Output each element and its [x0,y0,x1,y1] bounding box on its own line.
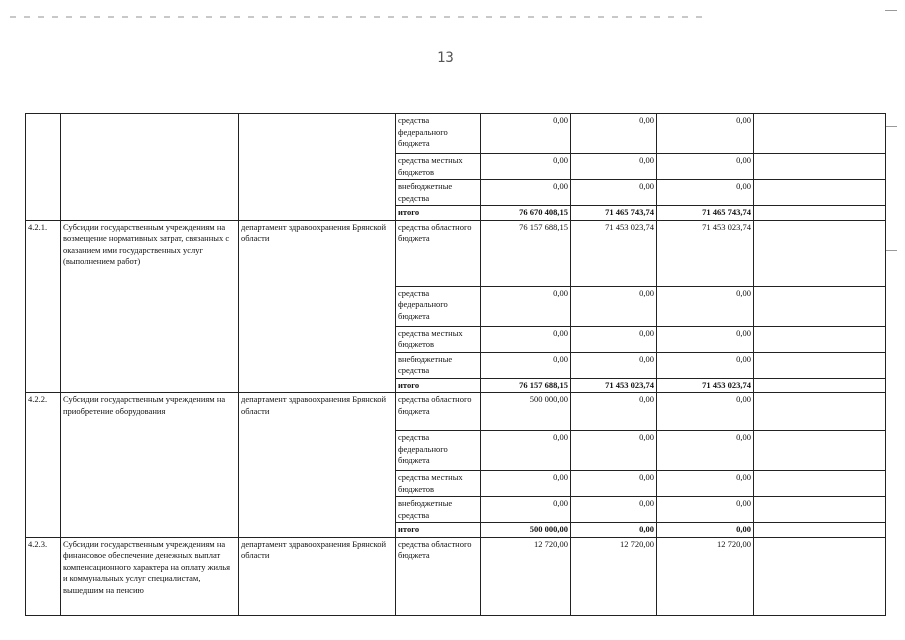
total-cell: 76 157 688,15 [481,378,571,393]
source-cell: средства местных бюджетов [396,471,481,497]
value-cell: 0,00 [481,180,571,206]
source-cell: внебюджетные средства [396,180,481,206]
source-cell: средства областного бюджета [396,393,481,431]
value-cell: 76 157 688,15 [481,220,571,286]
table-row [26,114,886,154]
source-cell: средства федерального бюджета [396,114,481,154]
value-cell: 500 000,00 [481,393,571,431]
executor-cell: департамент здравоохранения Брянской области [239,220,396,393]
empty-cell [754,206,886,221]
value-cell: 0,00 [657,326,754,352]
value-cell: 0,00 [657,393,754,431]
source-cell: итого [396,523,481,538]
name-cell: Субсидии государственным учреждениям на финансовое обеспечение денежных выплат компенсационного характера на оплату жилья и коммунальных услуг специалистам, вышедшим на пенсию [61,537,239,615]
value-cell: 0,00 [571,114,657,154]
value-cell: 0,00 [657,431,754,471]
executor-cell: департамент здравоохранения Брянской области [239,537,396,615]
value-cell: 0,00 [657,497,754,523]
value-cell: 12 720,00 [571,537,657,615]
empty-cell [754,537,886,615]
empty-cell [754,180,886,206]
source-cell: средства местных бюджетов [396,154,481,180]
source-cell: внебюджетные средства [396,352,481,378]
value-cell: 0,00 [657,114,754,154]
total-cell: 71 453 023,74 [571,378,657,393]
value-cell: 0,00 [571,286,657,326]
name-cell: Субсидии государственным учреждениям на приобретение оборудования [61,393,239,538]
empty-cell [754,352,886,378]
value-cell: 0,00 [571,497,657,523]
table-row [26,220,886,286]
value-cell: 0,00 [571,393,657,431]
margin-mark [885,126,897,127]
total-cell: 71 465 743,74 [571,206,657,221]
empty-cell [754,378,886,393]
value-cell: 0,00 [481,154,571,180]
number-cell: 4.2.3. [26,537,61,615]
value-cell: 0,00 [571,352,657,378]
value-cell: 0,00 [657,180,754,206]
table-row [26,537,886,615]
value-cell: 0,00 [657,286,754,326]
value-cell: 0,00 [571,180,657,206]
number-cell: 4.2.2. [26,393,61,538]
total-cell: 500 000,00 [481,523,571,538]
value-cell: 0,00 [481,431,571,471]
value-cell: 71 453 023,74 [571,220,657,286]
source-cell: внебюджетные средства [396,497,481,523]
value-cell: 12 720,00 [481,537,571,615]
total-cell: 71 465 743,74 [657,206,754,221]
margin-mark [885,250,897,251]
value-cell: 0,00 [657,471,754,497]
total-cell: 0,00 [571,523,657,538]
total-cell: 71 453 023,74 [657,378,754,393]
empty-cell [754,114,886,154]
empty-cell [754,523,886,538]
value-cell: 0,00 [657,352,754,378]
value-cell: 0,00 [481,286,571,326]
source-cell: средства областного бюджета [396,537,481,615]
empty-cell [754,326,886,352]
table-row [26,393,886,431]
value-cell: 0,00 [571,154,657,180]
empty-cell [754,497,886,523]
executor-cell: департамент здравоохранения Брянской области [239,393,396,538]
source-cell: средства федерального бюджета [396,286,481,326]
value-cell: 12 720,00 [657,537,754,615]
number-cell [26,114,61,221]
scan-artifact-line [10,16,710,18]
empty-cell [754,431,886,471]
empty-cell [754,471,886,497]
value-cell: 0,00 [481,471,571,497]
empty-cell [754,154,886,180]
name-cell: Субсидии государственным учреждениям на возмещение нормативных затрат, связанных с оказанием ими государственных услуг (выполнением работ) [61,220,239,393]
total-cell: 76 670 408,15 [481,206,571,221]
executor-cell [239,114,396,221]
empty-cell [754,286,886,326]
margin-mark [885,10,897,11]
total-cell: 0,00 [657,523,754,538]
value-cell: 0,00 [571,326,657,352]
empty-cell [754,220,886,286]
value-cell: 0,00 [481,114,571,154]
source-cell: средства федерального бюджета [396,431,481,471]
empty-cell [754,393,886,431]
name-cell [61,114,239,221]
value-cell: 0,00 [481,352,571,378]
source-cell: средства областного бюджета [396,220,481,286]
value-cell: 0,00 [481,326,571,352]
value-cell: 0,00 [571,431,657,471]
value-cell: 0,00 [481,497,571,523]
source-cell: итого [396,378,481,393]
value-cell: 71 453 023,74 [657,220,754,286]
number-cell: 4.2.1. [26,220,61,393]
value-cell: 0,00 [571,471,657,497]
budget-table [25,113,886,616]
source-cell: итого [396,206,481,221]
source-cell: средства местных бюджетов [396,326,481,352]
value-cell: 0,00 [657,154,754,180]
page-number: 13 [437,50,454,66]
